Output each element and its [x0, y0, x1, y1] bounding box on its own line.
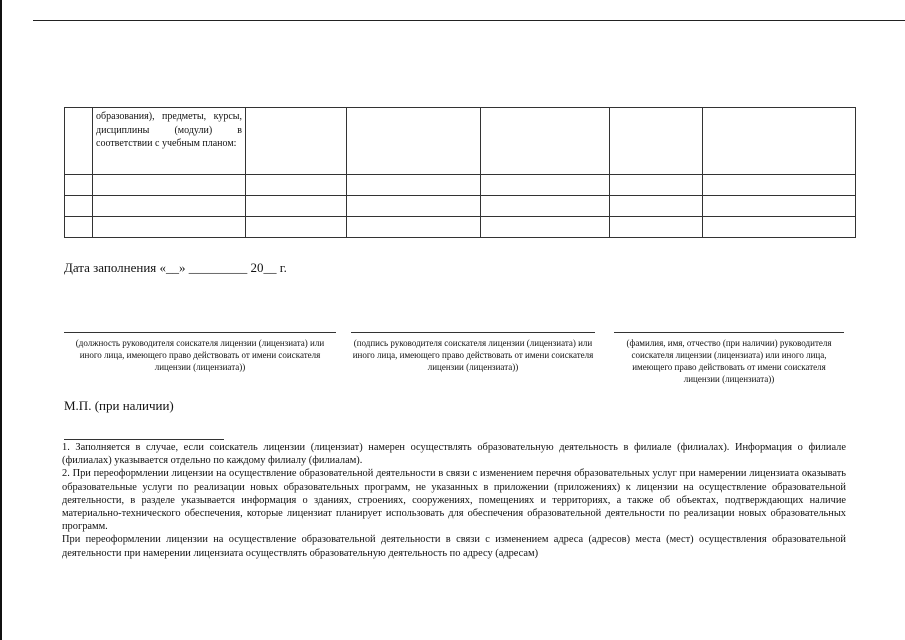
table-cell[interactable]	[610, 217, 703, 238]
table-cell[interactable]	[65, 196, 93, 217]
table-cell[interactable]	[481, 175, 610, 196]
footnote-1: 1. Заполняется в случае, если соискатель лицензии (лицензиат) намерен осуществлять образовательную деятельность в филиале (филиалах). Информация о филиале (филиалах) указывается отдельно по каждому филиалу (филиалам).	[62, 442, 846, 467]
scan-left-edge	[0, 0, 2, 640]
table-row	[65, 196, 856, 217]
signature-name-field: (фамилия, имя, отчество (при наличии) руководителя соискателя лицензии (лицензиата) или иного лица, имеющего право действовать от имени соискателя лицензии (лицензиата))	[614, 332, 844, 385]
table-cell	[246, 108, 347, 175]
table-cell[interactable]	[481, 217, 610, 238]
table-cell[interactable]	[93, 217, 246, 238]
table-cell[interactable]	[93, 175, 246, 196]
facilities-table	[64, 107, 856, 238]
table-cell[interactable]	[703, 196, 856, 217]
table-cell[interactable]	[610, 196, 703, 217]
table-cell[interactable]	[347, 217, 481, 238]
footnote-2: 2. При переоформлении лицензии на осуществление образовательной деятельности в связи с изменением перечня образовательных услуг при намерении лицензиата оказывать образовательные услуги по реализации новых образовательных программ, не указанных в приложении (приложениях) к лицензии на осуществление образовательной деятельности, в разделе указывается информация о зданиях, строениях, сооружениях, помещениях и территориях, а также об объектах, подтверждающих наличие материально-технического обеспечения, которые лицензиат планирует использовать для обеспечения образовательной деятельности по реализации новых образовательных программ.	[62, 468, 846, 533]
table-cell[interactable]	[347, 196, 481, 217]
table-cell	[481, 108, 610, 175]
footnote-separator	[64, 439, 224, 440]
seal-label: М.П. (при наличии)	[64, 398, 174, 413]
fill-date-line: Дата заполнения «__» _________ 20__ г.	[64, 260, 287, 275]
signature-sign-field: (подпись руководителя соискателя лицензии (лицензиата) или иного лица, имеющего право действовать от имени соискателя лицензии (лицензиата))	[351, 332, 595, 373]
table-cell[interactable]	[246, 217, 347, 238]
table-cell	[703, 108, 856, 175]
page-top-border	[33, 20, 905, 21]
table-cell	[610, 108, 703, 175]
signature-position-field: (должность руководителя соискателя лицензии (лицензиата) или иного лица, имеющего право действовать от имени соискателя лицензии (лицензиата))	[64, 332, 336, 373]
table-row	[65, 175, 856, 196]
table-cell[interactable]	[347, 175, 481, 196]
table-cell[interactable]	[65, 175, 93, 196]
table-cell[interactable]	[246, 175, 347, 196]
table-row	[65, 217, 856, 238]
table-cell[interactable]	[93, 196, 246, 217]
footnotes	[62, 441, 846, 560]
table-cell[interactable]	[246, 196, 347, 217]
table-cell	[65, 108, 93, 175]
table-cell[interactable]	[703, 217, 856, 238]
table-cell[interactable]	[703, 175, 856, 196]
table-cell	[347, 108, 481, 175]
footnote-3: При переоформлении лицензии на осуществление образовательной деятельности в связи с изменением адреса (адресов) места (мест) осуществления образовательной деятельности при намерении лицензиата осуществлять образовательную деятельность по адресу (адресам)	[62, 534, 846, 559]
subject-cell: образования), предметы, курсы, дисциплины (модули) в соответствии с учебным планом:	[93, 108, 246, 175]
table-cell[interactable]	[65, 217, 93, 238]
table-row	[65, 108, 856, 175]
table-cell[interactable]	[610, 175, 703, 196]
table-cell[interactable]	[481, 196, 610, 217]
